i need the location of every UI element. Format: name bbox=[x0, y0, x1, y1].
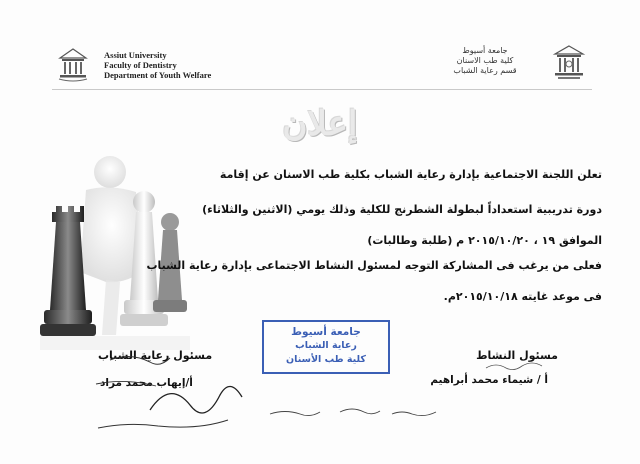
activity-officer-title: مسئول النشاط bbox=[476, 349, 558, 362]
official-stamp bbox=[262, 320, 390, 374]
header-ar-faculty: كلية طب الاسنان bbox=[456, 56, 514, 65]
header-divider bbox=[52, 89, 592, 90]
body-line-2: دورة تدريبية استعداداً لبطولة الشطرنج للكلية وذلك يومي (الاثنين والثلاثاء) bbox=[202, 203, 602, 216]
stamp-line-2: رعاية الشباب bbox=[295, 340, 357, 351]
header-en-department: Department of Youth Welfare bbox=[104, 70, 212, 80]
header-en-faculty: Faculty of Dentistry bbox=[104, 60, 177, 70]
body-line-5: فى موعد غايته ٢٠١٥/١٠/١٨م. bbox=[443, 290, 602, 303]
stamp-line-1: جامعة أسيوط bbox=[291, 326, 361, 338]
page-title: إعلان bbox=[282, 104, 358, 144]
header-ar-university: جامعة أسيوط bbox=[462, 46, 508, 55]
faculty-logo-icon bbox=[552, 44, 586, 82]
chess-pieces-illustration bbox=[40, 150, 200, 355]
header-english bbox=[104, 50, 274, 80]
activity-officer-name: أ / شيماء محمد أبراهيم bbox=[430, 374, 548, 386]
university-logo-icon bbox=[56, 46, 90, 82]
body-line-3: الموافق ١٩ ، ٢٠١٥/١٠/٢٠ م (طلبة وطالبات) bbox=[367, 234, 602, 247]
body-line-4: فعلى من يرغب فى المشاركة التوجه لمسئول النشاط الاجتماعى بإدارة رعاية الشباب bbox=[146, 259, 602, 272]
header-en-university: Assiut University bbox=[104, 50, 167, 60]
youth-officer-name: أ/إيهاب محمد مراد bbox=[100, 377, 193, 389]
header-arabic bbox=[430, 46, 540, 76]
body-line-1: تعلن اللجنة الاجتماعية بإدارة رعاية الشباب بكلية طب الاسنان عن إقامة bbox=[219, 168, 602, 181]
header-ar-department: قسم رعاية الشباب bbox=[453, 66, 517, 75]
youth-officer-title: مسئول رعاية الشباب bbox=[98, 349, 213, 362]
stamp-line-3: كلية طب الأسنان bbox=[286, 354, 366, 365]
